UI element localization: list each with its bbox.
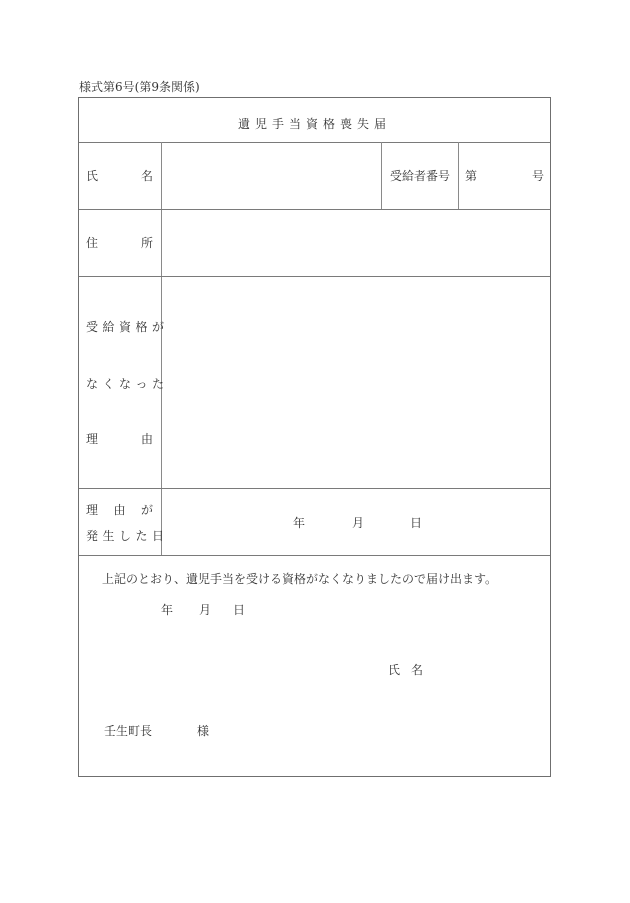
signature-label-2: 名 [411, 663, 424, 677]
label-date-line-1 [86, 503, 153, 517]
name-field[interactable] [163, 144, 381, 208]
label-date-char-3: が [140, 503, 153, 517]
form-title: 遺児手当資格喪失届 [237, 117, 391, 131]
divider-row-address [79, 276, 550, 277]
number-prefix: 第 [465, 169, 478, 183]
label-name [86, 169, 153, 183]
label-recipient-number: 受給者番号 [390, 169, 451, 183]
label-address-char-2: 所 [140, 236, 153, 250]
reason-field[interactable] [163, 278, 549, 488]
label-address-char-1: 住 [86, 236, 99, 250]
declaration-statement: 上記のとおり、遺児手当を受ける資格がなくなりましたので届け出ます。 [102, 572, 498, 586]
label-address [86, 236, 153, 250]
addressee: 壬生町長 [104, 724, 153, 738]
declaration-day[interactable]: 日 [233, 603, 246, 617]
recipient-number-field[interactable] [465, 169, 544, 183]
label-reason-char-2: 由 [140, 432, 153, 446]
label-date-char-2: 由 [113, 503, 126, 517]
date-month-label[interactable]: 月 [352, 516, 365, 530]
label-date-line-2: 発生した日 [86, 529, 169, 543]
divider-row-name [79, 209, 550, 210]
form-table [78, 97, 551, 777]
honorific: 様 [197, 724, 210, 738]
label-date-char-1: 理 [86, 503, 99, 517]
divider-recipient-right [458, 142, 459, 209]
label-reason-char-1: 理 [86, 432, 99, 446]
label-reason-line-3 [86, 432, 153, 446]
label-column-divider [161, 142, 162, 556]
date-year-label[interactable]: 年 [293, 516, 306, 530]
divider-row-reason [79, 488, 550, 489]
form-number: 様式第6号(第9条関係) [79, 80, 200, 94]
address-field[interactable] [163, 211, 549, 275]
label-reason-line-1: 受給資格が [86, 320, 169, 334]
number-suffix: 号 [531, 169, 544, 183]
label-reason-line-2: なくなった [86, 377, 169, 391]
declaration-year[interactable]: 年 [161, 603, 174, 617]
declaration-month[interactable]: 月 [199, 603, 212, 617]
signature-label-1: 氏 [388, 663, 401, 677]
label-name-char-1: 氏 [86, 169, 99, 183]
divider-title [79, 142, 550, 143]
label-name-char-2: 名 [140, 169, 153, 183]
divider-row-date [79, 555, 550, 556]
date-day-label[interactable]: 日 [410, 516, 423, 530]
divider-recipient-left [381, 142, 382, 209]
